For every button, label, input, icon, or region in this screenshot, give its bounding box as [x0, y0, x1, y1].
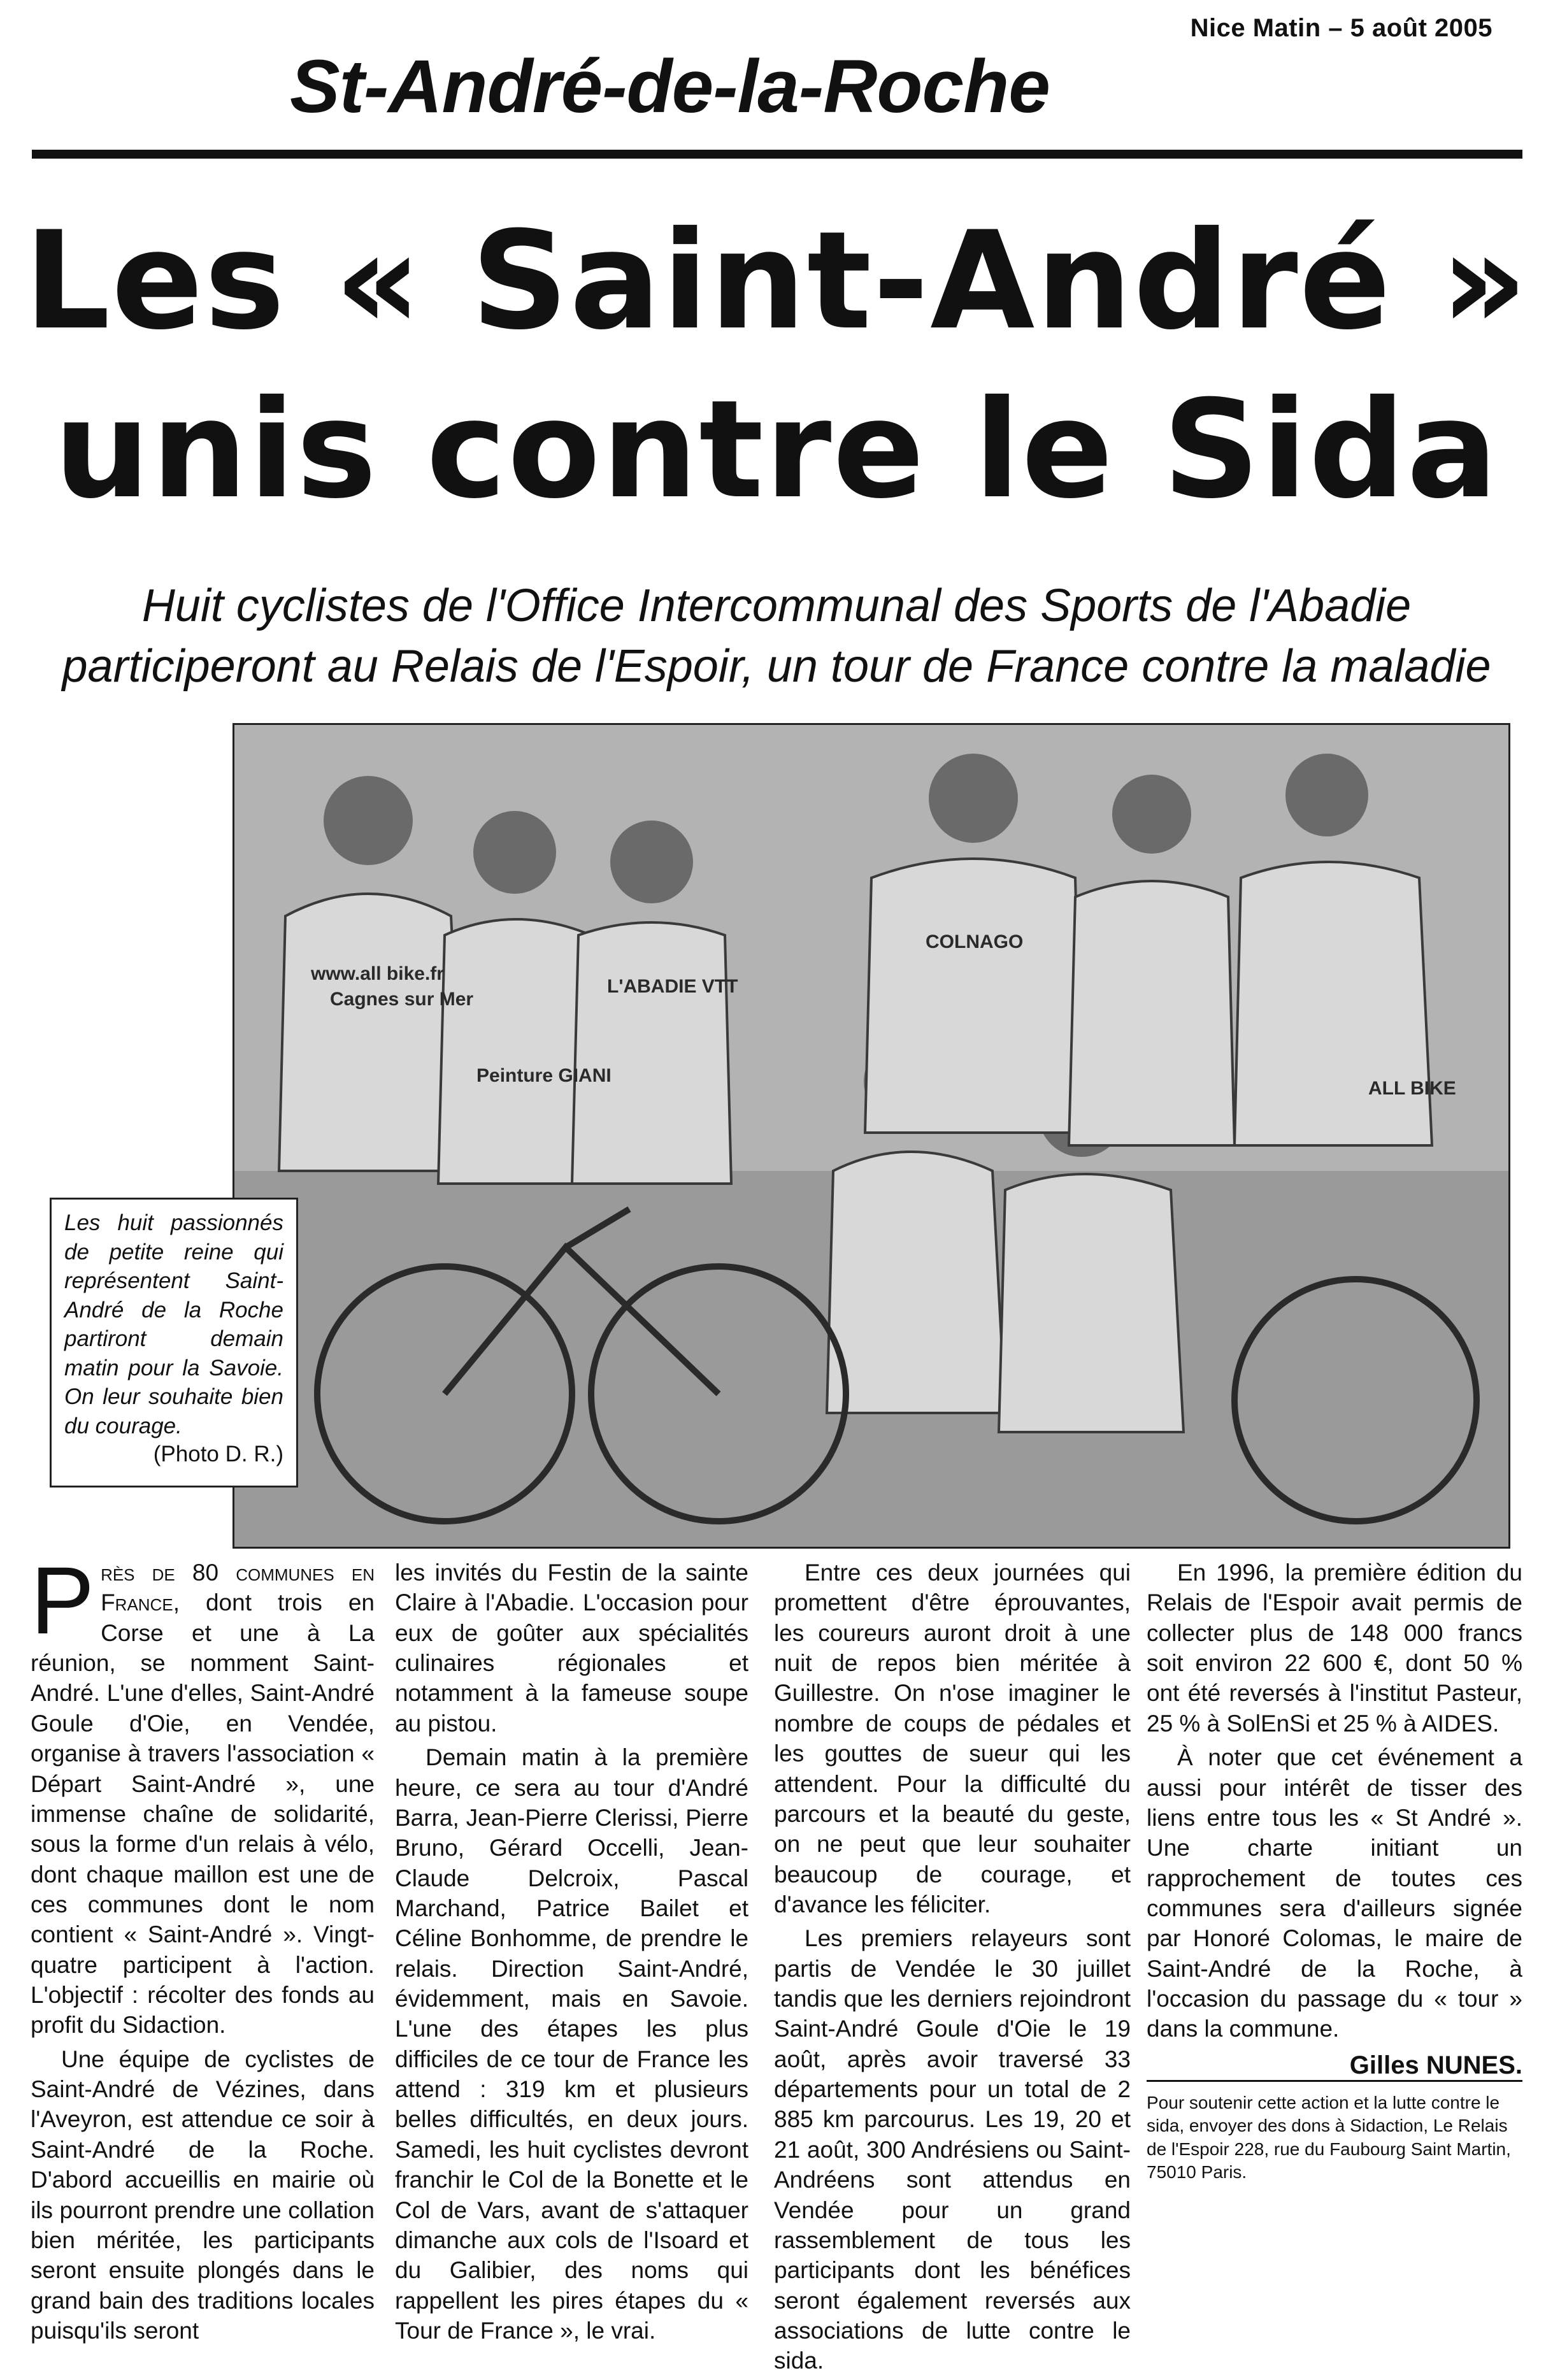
article-column-3 [774, 1558, 1131, 2380]
photo-credit: (Photo D. R.) [153, 1442, 283, 1466]
paragraph-text: , dont trois en Corse et une à La réunion, se nomment Saint-André. L'une d'elles, Saint-André Goule d'Oie, en Vendée, organise à travers l'association « Départ Saint-André », une immense chaîne de solidarité, sous la forme d'un relais à vélo, dont chaque maillon est une de ces communes dont le nom contient « Saint-André ». Vingt-quatre participent à l'action. L'objectif : récolter des fonds au profit du Sidaction. [31, 1589, 375, 2039]
header-rule [32, 150, 1522, 159]
deck-line-1: Huit cyclistes de l'Office Intercommunal des Sports de l'Abadie [141, 580, 1412, 631]
jersey-text-6: ALL BIKE [1368, 1078, 1456, 1099]
note-rule [1147, 2080, 1522, 2082]
article-column-1 [31, 1547, 375, 2349]
article-paragraph: Entre ces deux journées qui promettent d'être éprouvantes, les coureurs auront droit à une nuit de repos bien méritée à Guillestre. On n'ose imaginer le nombre de coups de pédales et les gouttes de sueur qui les attendent. Pour la difficulté du parcours et la beauté du geste, on ne peut que leur souhaiter beaucoup de courage, et d'avance les féliciter. [774, 1559, 1131, 1918]
photo-caption: Les huit passionnés de petite reine qui représentent Saint-André de la Roche partiront demain matin pour la Savoie. On leur souhaite bien du courage. [64, 1210, 283, 1438]
article-paragraph: Demain matin à la première heure, ce sera au tour d'André Barra, Jean-Pierre Clerissi, Pierre Bruno, Gérard Occelli, Jean-Claude Delcroix, Pascal Marchand, Patrice Bailet et Céline Bonhomme, de prendre le relais. Direction Saint-André, évidemment, mais en Savoie. L'une des étapes les plus difficiles de ce tour de France les attend : 319 km et plusieurs belles difficultés, en deux jours. Samedi, les huit cyclistes devront franchir le Col de la Bonette et le Col de Vars, avant de s'attaquer dimanche aux cols de l'Isoard et du Galibier, des noms qui rappellent les pires étapes du « Tour de France », le vrai. [395, 1744, 748, 2344]
article-paragraph: les invités du Festin de la sainte Claire à l'Abadie. L'occasion pour eux de goûter aux spécialités culinaires régionales et notamment à la fameuse soupe au pistou. [395, 1559, 748, 1737]
cyclists-photo-illustration [234, 725, 1508, 1547]
headline-line-2: unis contre le Sida [54, 371, 1499, 528]
lead-in-caps: rès de 80 communes en France [101, 1559, 375, 1616]
article-paragraph: À noter que cet événement a aussi pour intérêt de tisser des liens entre tous les « St André ». Une charte initiant un rapprochement de toutes ces communes sera d'ailleurs signée par Honoré Colomas, le maire de Saint-André de la Roche, à l'occasion du passage du « tour » dans la commune. [1147, 1744, 1522, 2042]
article-column-2 [395, 1558, 748, 2349]
drop-cap: P [31, 1547, 95, 1654]
article-paragraph: Les premiers relayeurs sont partis de Vendée le 30 juillet tandis que les derniers rejoindront Saint-André Goule d'Oie le 19 août, après avoir traversé 33 départements pour un total de 2 885 km parcourus. Les 19, 20 et 21 août, 300 Andrésiens ou Saint-Andréens sont attendus en Vendée pour un grand rassemblement de tous les participants dont les bénéfices seront également reversés aux associations de lutte contre le sida. [774, 1925, 1131, 2374]
author-signature: Gilles NUNES. [1349, 2051, 1522, 2079]
cyclists-photo [233, 723, 1510, 1549]
jersey-text-2: Cagnes sur Mer [330, 989, 474, 1010]
article-paragraph: Une équipe de cyclistes de Saint-André de Vézines, dans l'Aveyron, est attendue ce soir à Saint-André de la Roche. D'abord accueillis en mairie où ils pourront prendre une collation bien méritée, les participants seront ensuite plongés dans le grand bain des traditions locales puisqu'ils seront [31, 2046, 375, 2344]
headline-line-1: Les « Saint-André » [24, 202, 1529, 359]
deck-line-2: participeront au Relais de l'Espoir, un tour de France contre la maladie [62, 641, 1491, 692]
article-column-4 [1147, 1558, 1522, 2082]
donation-note: Pour soutenir cette action et la lutte contre le sida, envoyer des dons à Sidaction, Le Relais de l'Espoir 228, rue du Faubourg Saint Martin, 75010 Paris. [1147, 2093, 1511, 2183]
jersey-text-5: COLNAGO [926, 931, 1024, 952]
article-paragraph: En 1996, la première édition du Relais de l'Espoir avait permis de collecter plus de 148 000 francs soit environ 22 600 €, dont 50 % ont été reversés à l'institut Pasteur, 25 % à SolEnSi et 25 % à AIDES. [1147, 1559, 1522, 1737]
article-paragraph [31, 1547, 375, 2040]
jersey-text-4: L'ABADIE VTT [607, 976, 738, 997]
section-place-title: St-André-de-la-Roche [290, 45, 1050, 129]
jersey-text-3: Peinture GIANI [476, 1065, 612, 1086]
photo-caption-box [50, 1198, 298, 1488]
source-label: Nice Matin – 5 août 2005 [1190, 14, 1492, 42]
jersey-text-1: www.all bike.fr [311, 963, 444, 984]
